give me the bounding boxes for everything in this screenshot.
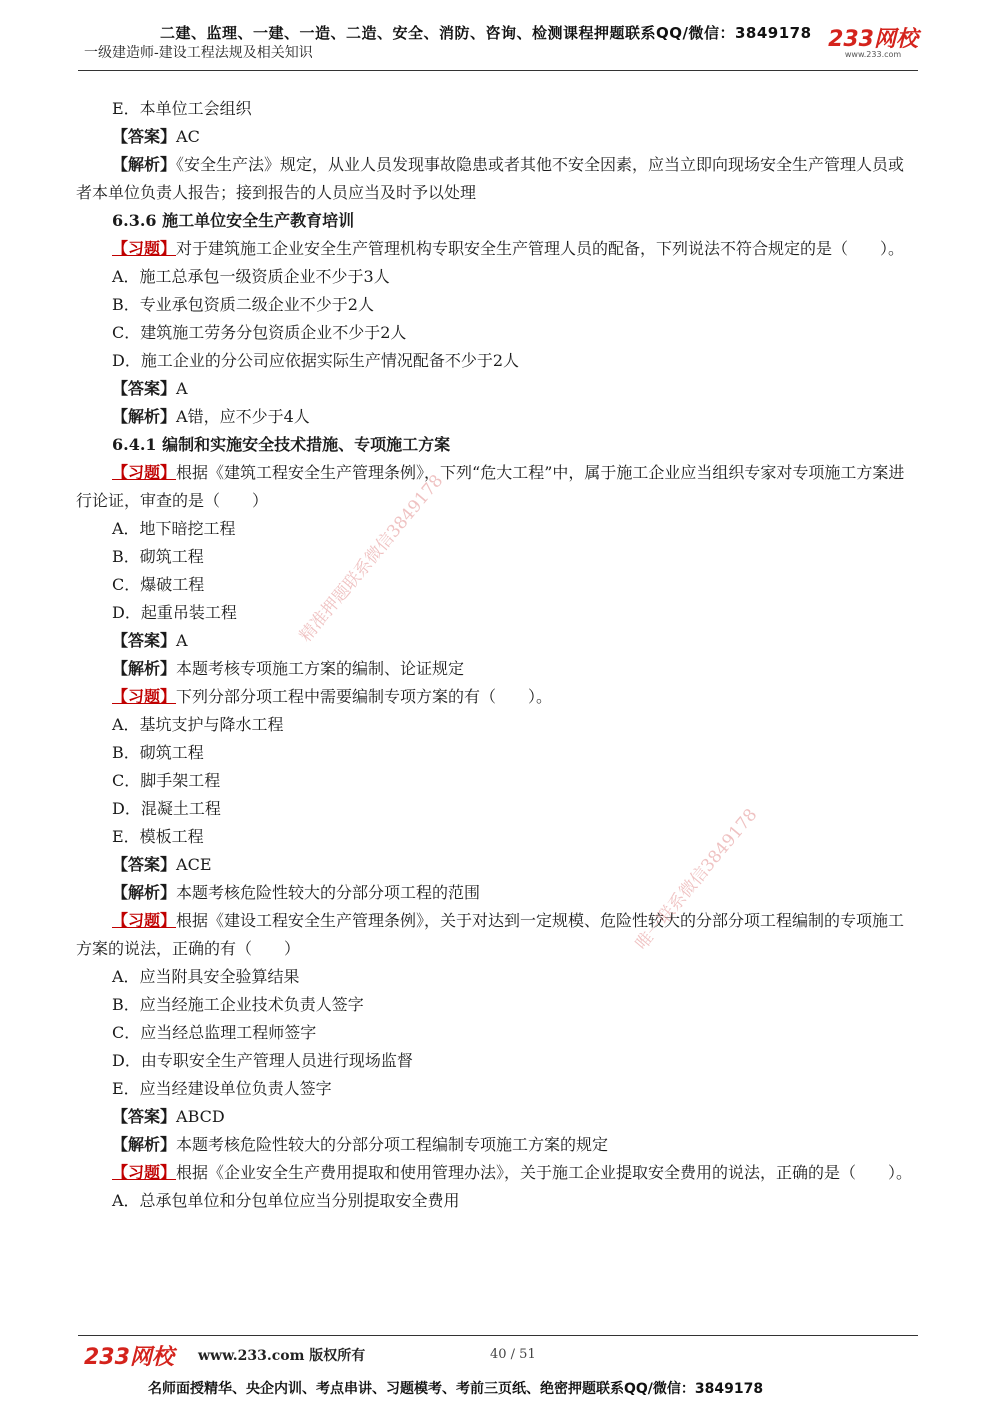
answer-value: ACE xyxy=(176,855,212,874)
answer-line xyxy=(76,851,916,879)
option-line: E．本单位工会组织 xyxy=(112,99,252,118)
option-line: B．应当经施工企业技术负责人签字 xyxy=(112,995,364,1014)
exercise-tag: 【习题】 xyxy=(112,911,177,930)
explanation-label: 【解析】 xyxy=(112,883,177,902)
footer-logo: 233网校 xyxy=(84,1345,174,1370)
footer-promo-line: 名师面授精华、央企内训、考点串讲、习题模考、考前三页纸、绝密押题联系QQ/微信：3849178 xyxy=(148,1381,764,1397)
question-line xyxy=(76,235,916,263)
answer-label: 【答案】 xyxy=(112,127,177,146)
exercise-tag: 【习题】 xyxy=(112,239,177,258)
option-line: A．基坑支护与降水工程 xyxy=(112,715,284,734)
answer-value: AC xyxy=(176,127,200,146)
option-line: A．总承包单位和分包单位应当分别提取安全费用 xyxy=(112,1191,460,1210)
exercise-tag: 【习题】 xyxy=(112,463,177,482)
answer-line xyxy=(76,1103,916,1131)
explanation-line xyxy=(76,151,916,207)
answer-label: 【答案】 xyxy=(112,631,177,650)
question-text: 根据《建设工程安全生产管理条例》，关于对达到一定规模、危险性较大的分部分项工程编制的专项施工方案的说法，正确的有（ ） xyxy=(76,911,905,958)
question-line xyxy=(76,1159,916,1187)
question-line xyxy=(76,683,916,711)
explanation-text: 本题考核危险性较大的分部分项工程编制专项施工方案的规定 xyxy=(176,1135,609,1154)
option-line: A．应当附具安全验算结果 xyxy=(112,967,300,986)
page-header-top: 二建、监理、一建、一造、二造、安全、消防、咨询、检测课程押题联系QQ/微信：3849178 xyxy=(160,24,812,42)
option-line: C．脚手架工程 xyxy=(112,771,221,790)
answer-value: A xyxy=(176,379,188,398)
option-line: B．砌筑工程 xyxy=(112,547,204,566)
option-line: C．应当经总监理工程师签字 xyxy=(112,1023,317,1042)
answer-label: 【答案】 xyxy=(112,1107,177,1126)
header-logo xyxy=(828,28,918,59)
question-text: 对于建筑施工企业安全生产管理机构专职安全生产管理人员的配备，下列说法不符合规定的是（ ）。 xyxy=(176,239,905,258)
logo-text: 233网校 xyxy=(828,27,918,52)
answer-label: 【答案】 xyxy=(112,855,177,874)
footer-divider xyxy=(78,1335,918,1336)
option-line: D．施工企业的分公司应依据实际生产情况配备不少于2人 xyxy=(112,351,520,370)
explanation-text: A错，应不少于4人 xyxy=(176,407,310,426)
explanation-label: 【解析】 xyxy=(112,155,177,174)
option-line: A．地下暗挖工程 xyxy=(112,519,236,538)
answer-line xyxy=(76,375,916,403)
option-line: D．起重吊装工程 xyxy=(112,603,237,622)
option-line: E．应当经建设单位负责人签字 xyxy=(112,1079,332,1098)
footer-copyright: www.233.com 版权所有 xyxy=(198,1348,366,1364)
section-heading: 6.4.1 编制和实施安全技术措施、专项施工方案 xyxy=(112,435,451,454)
option-line: D．混凝土工程 xyxy=(112,799,221,818)
answer-value: A xyxy=(176,631,188,650)
header-divider xyxy=(78,70,918,71)
document-body xyxy=(76,95,916,1215)
answer-line xyxy=(76,627,916,655)
watermark: 唯一联系微信3849178 xyxy=(631,805,762,955)
explanation-line xyxy=(76,403,916,431)
explanation-line xyxy=(76,1131,916,1159)
option-line: B．砌筑工程 xyxy=(112,743,204,762)
section-heading: 6.3.6 施工单位安全生产教育培训 xyxy=(112,211,355,230)
option-line: B．专业承包资质二级企业不少于2人 xyxy=(112,295,374,314)
explanation-label: 【解析】 xyxy=(112,1135,177,1154)
option-line: D．由专职安全生产管理人员进行现场监督 xyxy=(112,1051,413,1070)
explanation-text: 本题考核专项施工方案的编制、论证规定 xyxy=(176,659,465,678)
answer-value: ABCD xyxy=(176,1107,225,1126)
explanation-line xyxy=(76,879,916,907)
answer-line xyxy=(76,123,916,151)
explanation-label: 【解析】 xyxy=(112,659,177,678)
question-line xyxy=(76,907,916,963)
explanation-text: 《安全生产法》规定，从业人员发现事故隐患或者其他不安全因素，应当立即向现场安全生产管理人员或者本单位负责人报告；接到报告的人员应当及时予以处理 xyxy=(76,155,905,202)
question-text: 根据《企业安全生产费用提取和使用管理办法》，关于施工企业提取安全费用的说法，正确的是（ ）。 xyxy=(176,1163,913,1182)
answer-label: 【答案】 xyxy=(112,379,177,398)
exercise-tag: 【习题】 xyxy=(112,1163,177,1182)
question-text: 根据《建筑工程安全生产管理条例》，下列“危大工程”中，属于施工企业应当组织专家对专项施工方案进行论证，审查的是（ ） xyxy=(76,463,905,510)
option-line: E．模板工程 xyxy=(112,827,204,846)
explanation-line xyxy=(76,655,916,683)
document-subtitle: 一级建造师-建设工程法规及相关知识 xyxy=(84,45,313,61)
option-line: A．施工总承包一级资质企业不少于3人 xyxy=(112,267,390,286)
explanation-label: 【解析】 xyxy=(112,407,177,426)
watermark: 精准押题联系微信3849178 xyxy=(295,471,448,647)
question-text: 下列分部分项工程中需要编制专项方案的有（ ）。 xyxy=(176,687,553,706)
option-line: C．爆破工程 xyxy=(112,575,205,594)
page-number: 40 / 51 xyxy=(490,1347,536,1362)
option-line: C．建筑施工劳务分包资质企业不少于2人 xyxy=(112,323,407,342)
question-line xyxy=(76,459,916,515)
explanation-text: 本题考核危险性较大的分部分项工程的范围 xyxy=(176,883,481,902)
logo-url: www.233.com xyxy=(844,50,902,59)
exercise-tag: 【习题】 xyxy=(112,687,177,706)
